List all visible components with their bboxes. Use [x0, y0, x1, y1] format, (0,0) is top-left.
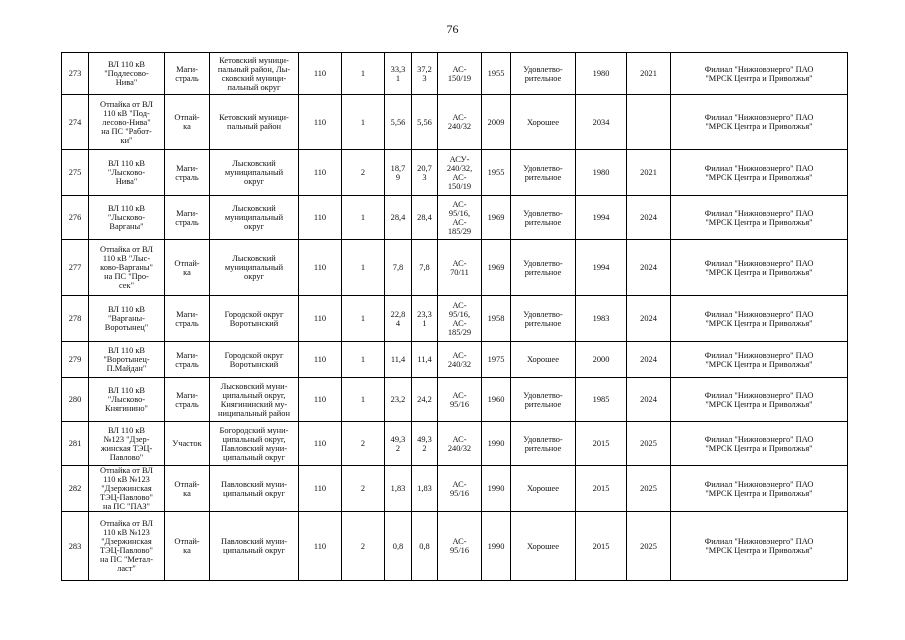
cell-next-repair-year: 2025 — [627, 466, 671, 512]
cell-condition: Хорошее — [511, 466, 576, 512]
cell-circuits: 2 — [342, 512, 385, 581]
cell-wire-brand: АС- 95/16, АС- 185/29 — [438, 296, 482, 342]
cell-condition: Хорошее — [511, 342, 576, 378]
cell-wire-brand: АС- 150/19 — [438, 53, 482, 95]
cell-line-type: Участок — [165, 422, 210, 466]
cell-circuits: 2 — [342, 466, 385, 512]
cell-next-repair-year: 2024 — [627, 378, 671, 422]
cell-wire-brand: АС- 240/32 — [438, 422, 482, 466]
cell-row-number: 275 — [62, 150, 89, 196]
cell-owner: Филиал "Нижновэнерго" ПАО "МРСК Центра и Приволжья" — [671, 150, 848, 196]
cell-voltage: 110 — [299, 342, 342, 378]
cell-length-1: 1,83 — [385, 466, 412, 512]
cell-district: Городской округ Воротынский — [210, 342, 299, 378]
cell-commission-year: 1975 — [482, 342, 511, 378]
cell-commission-year: 2009 — [482, 95, 511, 150]
cell-next-repair-year: 2025 — [627, 512, 671, 581]
cell-voltage: 110 — [299, 95, 342, 150]
cell-commission-year: 1958 — [482, 296, 511, 342]
cell-length-2: 1,83 — [412, 466, 438, 512]
cell-voltage: 110 — [299, 466, 342, 512]
cell-line-name: ВЛ 110 кВ "Подлесово- Нива" — [89, 53, 165, 95]
cell-line-type: Маги- страль — [165, 342, 210, 378]
cell-row-number: 276 — [62, 196, 89, 240]
cell-owner: Филиал "Нижновэнерго" ПАО "МРСК Центра и Приволжья" — [671, 53, 848, 95]
cell-commission-year: 1990 — [482, 422, 511, 466]
cell-wire-brand: АС- 95/16, АС- 185/29 — [438, 196, 482, 240]
cell-row-number: 273 — [62, 53, 89, 95]
cell-length-2: 20,7 3 — [412, 150, 438, 196]
cell-length-2: 49,3 2 — [412, 422, 438, 466]
cell-line-name: Отпайка от ВЛ 110 кВ "Под- лесово-Нива" на ПС "Работ- ки" — [89, 95, 165, 150]
cell-length-2: 37,2 3 — [412, 53, 438, 95]
cell-next-repair-year: 2024 — [627, 196, 671, 240]
power-lines-table — [61, 52, 848, 581]
cell-line-type: Отпай- ка — [165, 466, 210, 512]
cell-line-type: Отпай- ка — [165, 95, 210, 150]
cell-condition: Удовлетво- рительное — [511, 240, 576, 296]
cell-row-number: 280 — [62, 378, 89, 422]
cell-owner: Филиал "Нижновэнерго" ПАО "МРСК Центра и Приволжья" — [671, 378, 848, 422]
cell-wire-brand: АСУ- 240/32, АС- 150/19 — [438, 150, 482, 196]
cell-repair-year: 2015 — [576, 512, 627, 581]
cell-next-repair-year: 2024 — [627, 342, 671, 378]
cell-repair-year: 1985 — [576, 378, 627, 422]
cell-commission-year: 1955 — [482, 150, 511, 196]
cell-owner: Филиал "Нижновэнерго" ПАО "МРСК Центра и Приволжья" — [671, 240, 848, 296]
cell-district: Лысковский муниципальный округ — [210, 240, 299, 296]
cell-line-name: Отпайка от ВЛ 110 кВ №123 "Дзержинская ТЭЦ-Павлово" на ПС "Метал- ласт" — [89, 512, 165, 581]
cell-length-2: 5,56 — [412, 95, 438, 150]
cell-line-name: ВЛ 110 кВ "Лысково- Княгинино" — [89, 378, 165, 422]
cell-next-repair-year: 2021 — [627, 53, 671, 95]
cell-repair-year: 1983 — [576, 296, 627, 342]
cell-circuits: 2 — [342, 150, 385, 196]
cell-owner: Филиал "Нижновэнерго" ПАО "МРСК Центра и Приволжья" — [671, 95, 848, 150]
cell-repair-year: 1980 — [576, 53, 627, 95]
cell-voltage: 110 — [299, 378, 342, 422]
cell-line-name: ВЛ 110 кВ "Лысково- Нива" — [89, 150, 165, 196]
cell-length-1: 33,3 1 — [385, 53, 412, 95]
cell-district: Кетовский муници- пальный район, Лы- сковский муници- пальный округ — [210, 53, 299, 95]
cell-voltage: 110 — [299, 422, 342, 466]
cell-repair-year: 2034 — [576, 95, 627, 150]
cell-owner: Филиал "Нижновэнерго" ПАО "МРСК Центра и Приволжья" — [671, 296, 848, 342]
cell-district: Кетовский муници- пальный район — [210, 95, 299, 150]
cell-voltage: 110 — [299, 512, 342, 581]
cell-next-repair-year: 2024 — [627, 296, 671, 342]
cell-voltage: 110 — [299, 240, 342, 296]
cell-wire-brand: АС- 240/32 — [438, 95, 482, 150]
cell-length-1: 18,7 9 — [385, 150, 412, 196]
cell-wire-brand: АС- 240/32 — [438, 342, 482, 378]
cell-length-1: 22,8 4 — [385, 296, 412, 342]
cell-commission-year: 1955 — [482, 53, 511, 95]
cell-line-type: Маги- страль — [165, 378, 210, 422]
cell-circuits: 1 — [342, 53, 385, 95]
cell-line-name: ВЛ 110 кВ №123 "Дзер- жинская ТЭЦ- Павлово" — [89, 422, 165, 466]
cell-repair-year: 1994 — [576, 240, 627, 296]
table-row — [62, 95, 848, 150]
cell-line-name: ВЛ 110 кВ "Воротынец- П.Майдан" — [89, 342, 165, 378]
cell-line-type: Маги- страль — [165, 296, 210, 342]
cell-condition: Хорошее — [511, 95, 576, 150]
cell-next-repair-year: 2025 — [627, 422, 671, 466]
cell-owner: Филиал "Нижновэнерго" ПАО "МРСК Центра и Приволжья" — [671, 466, 848, 512]
cell-line-type: Отпай- ка — [165, 512, 210, 581]
cell-line-type: Маги- страль — [165, 53, 210, 95]
cell-length-2: 0,8 — [412, 512, 438, 581]
cell-length-1: 23,2 — [385, 378, 412, 422]
cell-district: Городской округ Воротынский — [210, 296, 299, 342]
cell-length-1: 49,3 2 — [385, 422, 412, 466]
cell-row-number: 274 — [62, 95, 89, 150]
cell-line-name: ВЛ 110 кВ "Лысково- Варганы" — [89, 196, 165, 240]
cell-wire-brand: АС- 95/16 — [438, 512, 482, 581]
cell-repair-year: 2015 — [576, 422, 627, 466]
table-row — [62, 196, 848, 240]
cell-line-name: ВЛ 110 кВ "Варганы- Воротынец" — [89, 296, 165, 342]
cell-circuits: 1 — [342, 95, 385, 150]
cell-wire-brand: АС- 95/16 — [438, 466, 482, 512]
cell-line-type: Маги- страль — [165, 196, 210, 240]
cell-condition: Удовлетво- рительное — [511, 422, 576, 466]
cell-line-name: Отпайка от ВЛ 110 кВ "Лыс- ково-Варганы" на ПС "Про- сек" — [89, 240, 165, 296]
cell-district: Лысковский муниципальный округ — [210, 150, 299, 196]
table-row — [62, 150, 848, 196]
table-row — [62, 422, 848, 466]
cell-condition: Удовлетво- рительное — [511, 378, 576, 422]
cell-commission-year: 1960 — [482, 378, 511, 422]
cell-length-1: 28,4 — [385, 196, 412, 240]
cell-condition: Удовлетво- рительное — [511, 53, 576, 95]
cell-condition: Удовлетво- рительное — [511, 196, 576, 240]
cell-owner: Филиал "Нижновэнерго" ПАО "МРСК Центра и Приволжья" — [671, 422, 848, 466]
cell-line-type: Маги- страль — [165, 150, 210, 196]
cell-condition: Удовлетво- рительное — [511, 150, 576, 196]
cell-owner: Филиал "Нижновэнерго" ПАО "МРСК Центра и Приволжья" — [671, 342, 848, 378]
cell-commission-year: 1990 — [482, 512, 511, 581]
cell-row-number: 278 — [62, 296, 89, 342]
cell-next-repair-year: 2024 — [627, 240, 671, 296]
cell-condition: Хорошее — [511, 512, 576, 581]
cell-wire-brand: АС- 95/16 — [438, 378, 482, 422]
cell-line-type: Отпай- ка — [165, 240, 210, 296]
cell-circuits: 1 — [342, 378, 385, 422]
cell-row-number: 282 — [62, 466, 89, 512]
page-number: 76 — [446, 22, 459, 36]
cell-circuits: 1 — [342, 240, 385, 296]
cell-length-1: 11,4 — [385, 342, 412, 378]
cell-length-1: 7,8 — [385, 240, 412, 296]
cell-circuits: 1 — [342, 296, 385, 342]
cell-district: Лысковский муни- ципальный округ, Княгининский му- ниципальный район — [210, 378, 299, 422]
cell-next-repair-year — [627, 95, 671, 150]
table-row — [62, 342, 848, 378]
cell-repair-year: 1980 — [576, 150, 627, 196]
cell-district: Павловский муни- ципальный округ — [210, 466, 299, 512]
cell-condition: Удовлетво- рительное — [511, 296, 576, 342]
cell-circuits: 2 — [342, 422, 385, 466]
cell-length-2: 11,4 — [412, 342, 438, 378]
cell-length-2: 28,4 — [412, 196, 438, 240]
cell-owner: Филиал "Нижновэнерго" ПАО "МРСК Центра и Приволжья" — [671, 512, 848, 581]
cell-wire-brand: АС- 70/11 — [438, 240, 482, 296]
cell-voltage: 110 — [299, 196, 342, 240]
table-row — [62, 512, 848, 581]
table-row — [62, 53, 848, 95]
cell-owner: Филиал "Нижновэнерго" ПАО "МРСК Центра и Приволжья" — [671, 196, 848, 240]
cell-voltage: 110 — [299, 150, 342, 196]
cell-repair-year: 2000 — [576, 342, 627, 378]
table-row — [62, 240, 848, 296]
cell-commission-year: 1969 — [482, 240, 511, 296]
cell-circuits: 1 — [342, 342, 385, 378]
cell-repair-year: 2015 — [576, 466, 627, 512]
cell-district: Лысковский муниципальный округ — [210, 196, 299, 240]
table-row — [62, 378, 848, 422]
cell-district: Павловский муни- ципальный округ — [210, 512, 299, 581]
cell-repair-year: 1994 — [576, 196, 627, 240]
cell-row-number: 281 — [62, 422, 89, 466]
cell-row-number: 283 — [62, 512, 89, 581]
cell-line-name: Отпайка от ВЛ 110 кВ №123 "Дзержинская ТЭЦ-Павлово" на ПС "ПАЗ" — [89, 466, 165, 512]
cell-voltage: 110 — [299, 53, 342, 95]
cell-row-number: 277 — [62, 240, 89, 296]
cell-length-1: 5,56 — [385, 95, 412, 150]
table-row — [62, 296, 848, 342]
table-row — [62, 466, 848, 512]
cell-length-2: 23,3 1 — [412, 296, 438, 342]
cell-next-repair-year: 2021 — [627, 150, 671, 196]
cell-commission-year: 1990 — [482, 466, 511, 512]
cell-length-2: 7,8 — [412, 240, 438, 296]
cell-length-1: 0,8 — [385, 512, 412, 581]
cell-district: Богородский муни- ципальный округ, Павловский муни- ципальный округ — [210, 422, 299, 466]
cell-voltage: 110 — [299, 296, 342, 342]
cell-circuits: 1 — [342, 196, 385, 240]
cell-length-2: 24,2 — [412, 378, 438, 422]
cell-commission-year: 1969 — [482, 196, 511, 240]
cell-row-number: 279 — [62, 342, 89, 378]
